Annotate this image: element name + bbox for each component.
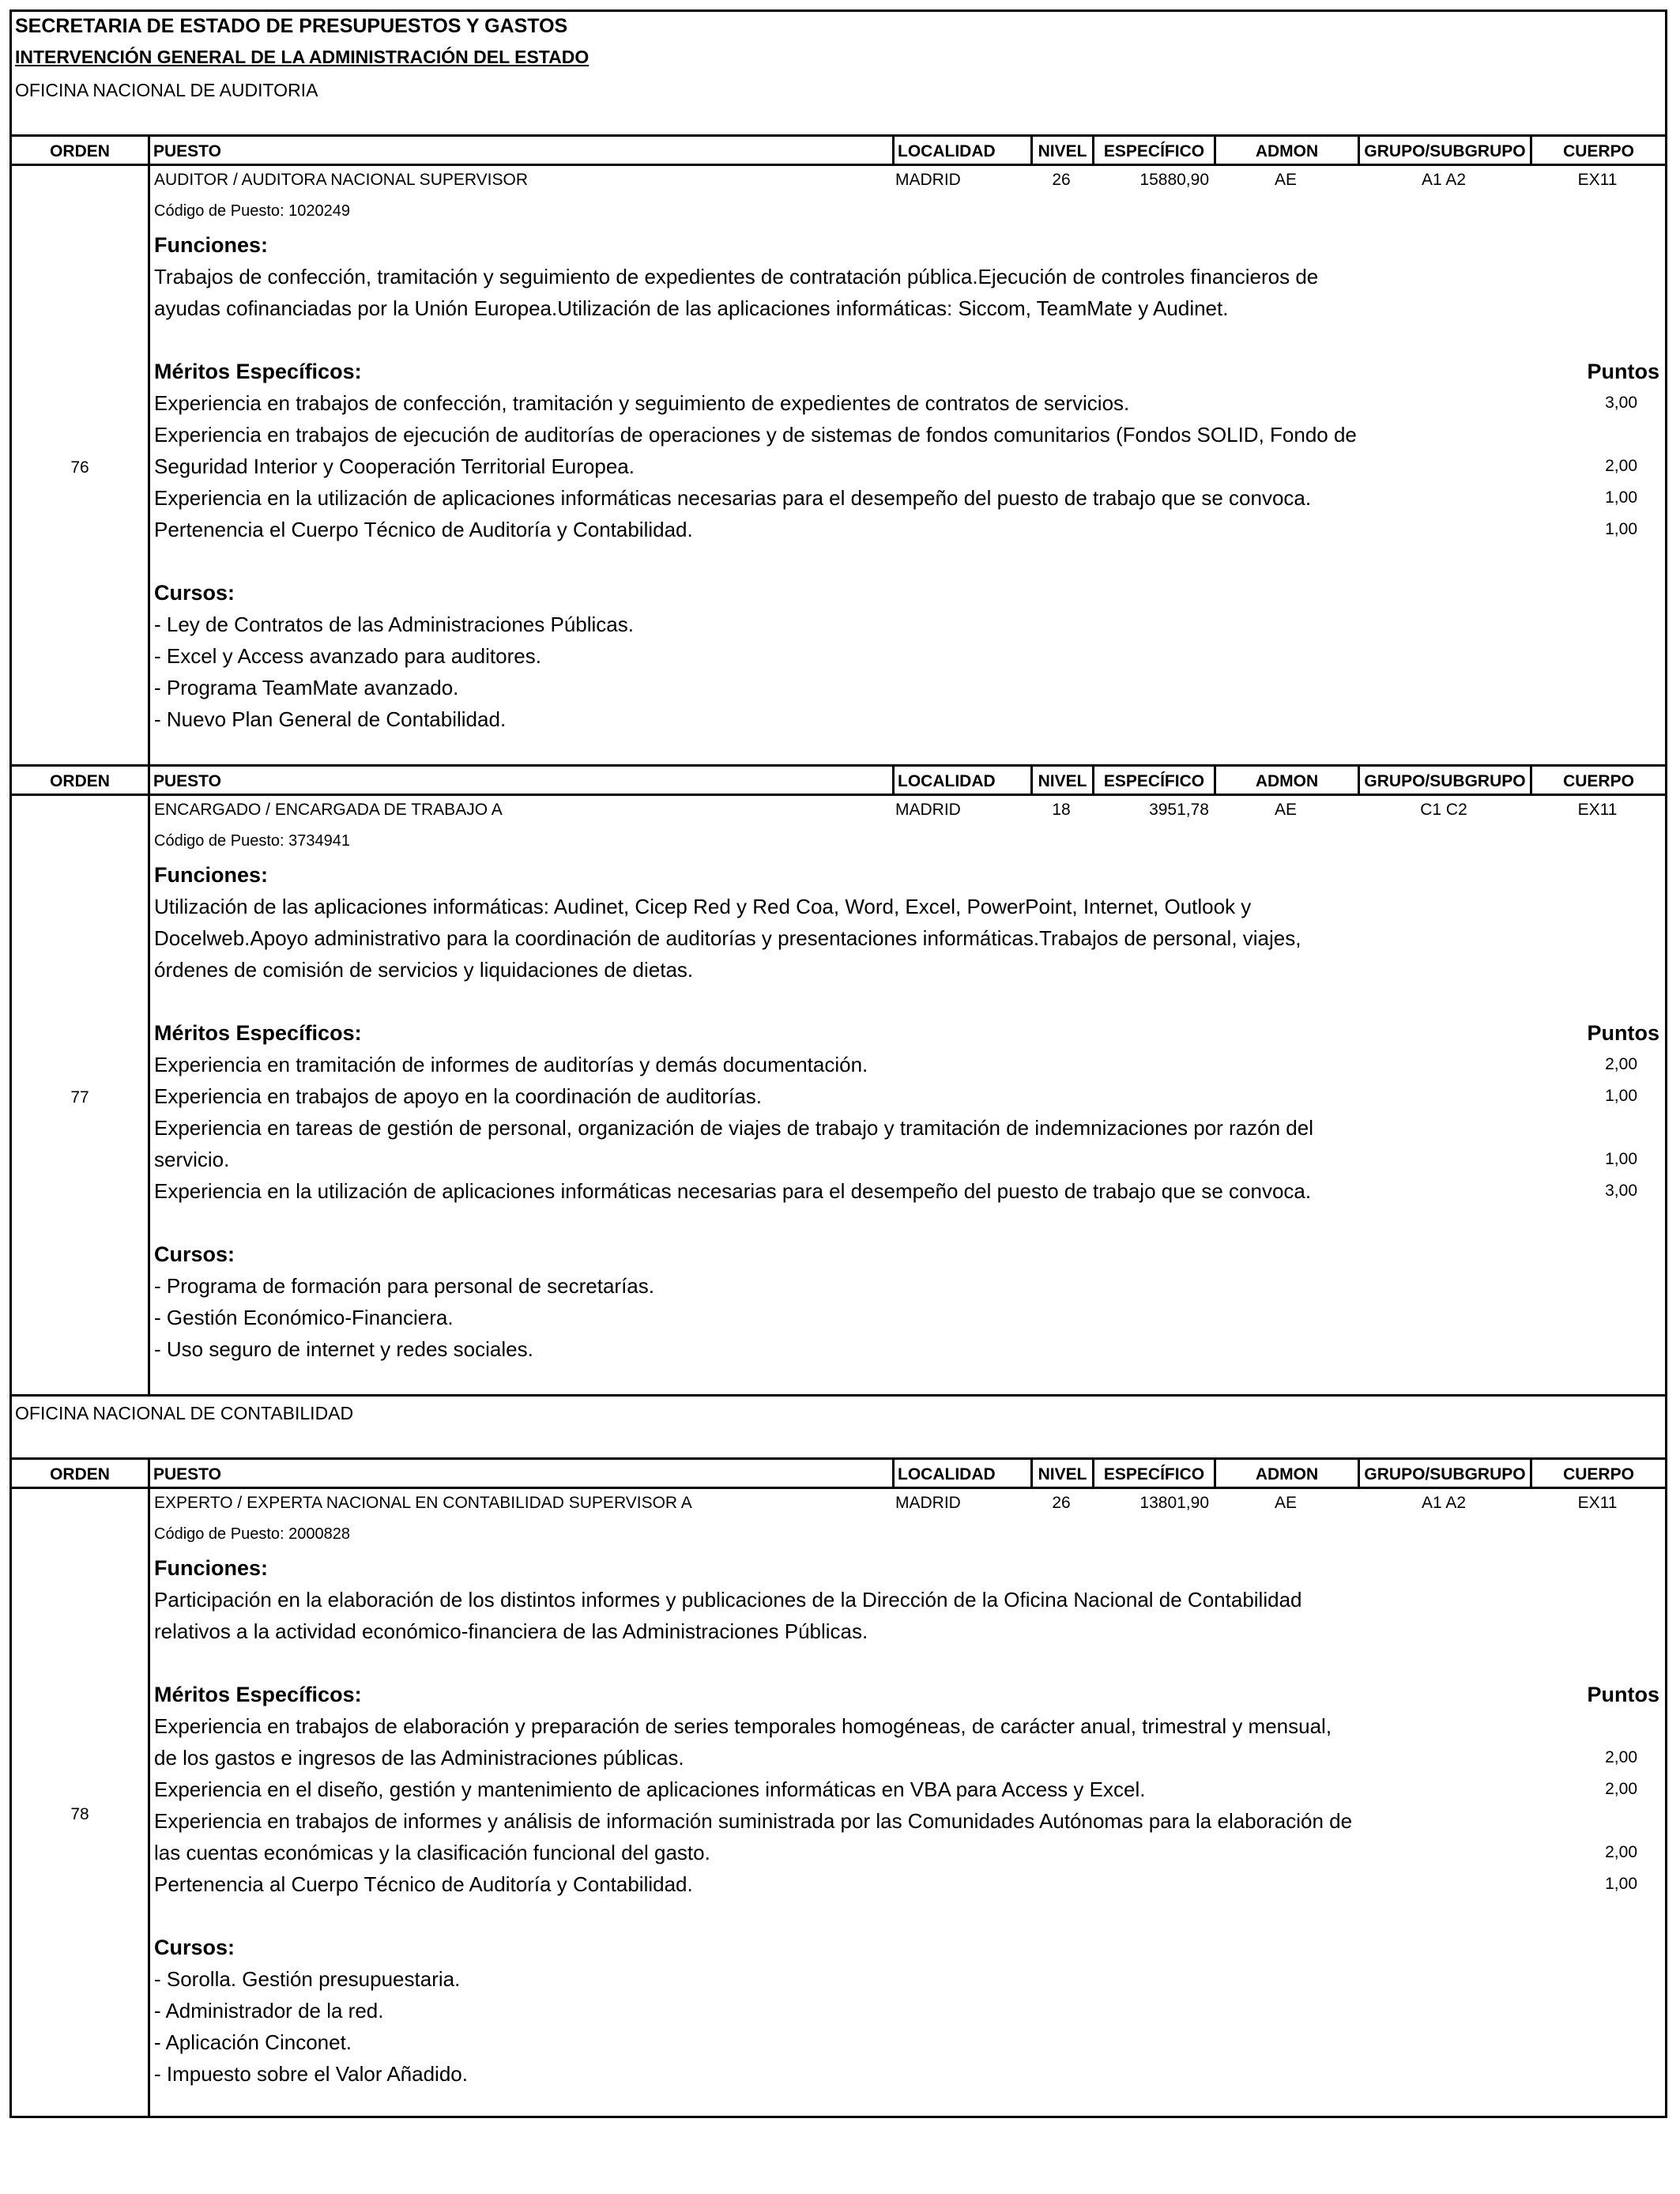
column-header-admon: ADMON [1214, 1460, 1358, 1489]
funciones-line: Trabajos de confección, tramitación y seguimiento de expedientes de contratación pública.Ejecución de controles financieros de [154, 265, 1319, 288]
merito-text [154, 1774, 1529, 1805]
merito-line: Pertenencia el Cuerpo Técnico de Auditoría y Contabilidad. [154, 518, 693, 541]
funciones-line: Utilización de las aplicaciones informáticas: Audinet, Cicep Red y Red Coa, Word, Excel, PowerPoint, Internet, Outlook y [154, 895, 1252, 918]
merito-puntos: 2,00 [1605, 457, 1637, 475]
merito-item [154, 514, 1659, 545]
post-especifico: 13801,90 [1139, 1494, 1209, 1512]
puntos-heading: Puntos [1587, 360, 1659, 383]
cursos-heading: Cursos: [154, 1936, 235, 1959]
spacer [154, 1900, 1659, 1932]
merito-item [154, 1710, 1659, 1774]
merito-item [154, 1868, 1659, 1900]
orden-divider [148, 1489, 150, 2118]
merito-text [154, 514, 1529, 545]
spacer [154, 324, 1659, 356]
merito-item [154, 1805, 1659, 1868]
curso-line: - Sorolla. Gestión presupuestaria. [154, 1967, 461, 1991]
funciones-heading: Funciones: [154, 1556, 269, 1580]
column-header-localidad: LOCALIDAD [892, 1460, 1030, 1489]
meritos-heading: Méritos Específicos: [154, 360, 362, 383]
funciones-heading: Funciones: [154, 233, 269, 257]
merito-line: Experiencia en trabajos de apoyo en la coordinación de auditorías. [154, 1084, 762, 1108]
merito-line: Experiencia en la utilización de aplicaciones informáticas necesarias para el desempeño del puesto de trabajo que se convoca. [154, 1179, 1312, 1203]
merito-text [154, 1805, 1529, 1868]
post-grupo: A1 A2 [1421, 171, 1467, 189]
curso-line: - Nuevo Plan General de Contabilidad. [154, 707, 507, 731]
column-header-especifico: ESPECÍFICO [1092, 137, 1214, 166]
post-nivel: 26 [1052, 171, 1071, 189]
merito-item [154, 1080, 1659, 1112]
orden-divider [148, 166, 150, 764]
merito-puntos: 2,00 [1605, 1780, 1637, 1798]
column-header-grupo: GRUPO/SUBGRUPO [1358, 767, 1530, 796]
post-puesto: AUDITOR / AUDITORA NACIONAL SUPERVISOR [154, 171, 529, 189]
post-grupo: C1 C2 [1420, 801, 1467, 819]
header-secretaria: SECRETARIA DE ESTADO DE PRESUPUESTOS Y GASTOS [15, 15, 568, 37]
column-header-localidad: LOCALIDAD [892, 767, 1030, 796]
office-row-contabilidad [12, 1394, 1665, 1423]
spacer [154, 1647, 1659, 1679]
column-header-cuerpo: CUERPO [1530, 1460, 1665, 1489]
post-localidad: MADRID [895, 171, 961, 189]
header-intervencion: INTERVENCIÓN GENERAL DE LA ADMINISTRACIÓN DEL ESTADO [15, 47, 590, 67]
merito-text [154, 1112, 1529, 1175]
merito-puntos: 3,00 [1605, 1182, 1637, 1200]
post-cuerpo: EX11 [1577, 1494, 1618, 1512]
curso-line: - Ley de Contratos de las Administraciones Públicas. [154, 613, 634, 636]
curso-line: - Uso seguro de internet y redes sociales. [154, 1337, 533, 1361]
post-details [154, 1552, 1659, 2090]
column-header [12, 1457, 1665, 1489]
merito-puntos: 1,00 [1605, 520, 1637, 538]
funciones-heading: Funciones: [154, 863, 269, 887]
merito-item [154, 1774, 1659, 1805]
merito-item [154, 419, 1659, 482]
merito-line: Experiencia en trabajos de confección, tramitación y seguimiento de expedientes de contratos de servicios. [154, 391, 1130, 415]
funciones-line: órdenes de comisión de servicios y liquidaciones de dietas. [154, 958, 694, 982]
column-header-cuerpo: CUERPO [1530, 767, 1665, 796]
merito-puntos: 2,00 [1605, 1748, 1637, 1766]
post-admon: AE [1274, 801, 1297, 819]
merito-line: Experiencia en tareas de gestión de personal, organización de viajes de trabajo y tramitación de indemnizaciones por razón del [154, 1116, 1313, 1140]
column-header-nivel: NIVEL [1030, 1460, 1092, 1489]
merito-line: Experiencia en el diseño, gestión y mantenimiento de aplicaciones informáticas en VBA para Access y Excel. [154, 1777, 1146, 1801]
column-header-nivel: NIVEL [1030, 767, 1092, 796]
meritos-heading: Méritos Específicos: [154, 1021, 362, 1045]
merito-text [154, 1080, 1529, 1112]
post-grupo: A1 A2 [1421, 1494, 1467, 1512]
curso-line: - Gestión Económico-Financiera. [154, 1306, 454, 1329]
curso-line: - Programa de formación para personal de secretarías. [154, 1274, 654, 1298]
orden-divider [148, 796, 150, 1394]
merito-text [154, 387, 1529, 419]
merito-puntos: 1,00 [1605, 488, 1637, 507]
codigo-de-puesto: Código de Puesto: 1020249 [154, 202, 350, 220]
curso-line: - Aplicación Cinconet. [154, 2030, 352, 2054]
merito-text [154, 1175, 1529, 1207]
spacer [154, 545, 1659, 577]
merito-line: de los gastos e ingresos de las Administraciones públicas. [154, 1746, 684, 1770]
post-summary-row [12, 1494, 1665, 1516]
column-header-especifico: ESPECÍFICO [1092, 1460, 1214, 1489]
curso-line: - Programa TeamMate avanzado. [154, 676, 459, 699]
merito-puntos: 1,00 [1605, 1087, 1637, 1105]
merito-puntos: 3,00 [1605, 394, 1637, 412]
merito-line: servicio. [154, 1148, 230, 1171]
post-block [12, 166, 1665, 764]
column-header-localidad: LOCALIDAD [892, 137, 1030, 166]
document-page [9, 9, 1667, 2118]
column-header-orden: ORDEN [50, 142, 110, 160]
merito-line: Pertenencia al Cuerpo Técnico de Auditoría y Contabilidad. [154, 1872, 693, 1896]
codigo-de-puesto: Código de Puesto: 2000828 [154, 1525, 350, 1543]
merito-item [154, 1049, 1659, 1080]
merito-text [154, 1049, 1529, 1080]
curso-line: - Administrador de la red. [154, 1999, 384, 2022]
column-header-grupo: GRUPO/SUBGRUPO [1358, 1460, 1530, 1489]
meritos-header [154, 1679, 1659, 1710]
curso-line: - Impuesto sobre el Valor Añadido. [154, 2062, 468, 2086]
merito-text [154, 1710, 1529, 1774]
column-header-puesto: PUESTO [148, 1460, 892, 1489]
merito-puntos: 2,00 [1605, 1843, 1637, 1861]
meritos-header [154, 1017, 1659, 1049]
post-block [12, 796, 1665, 1394]
merito-line: Seguridad Interior y Cooperación Territorial Europea. [154, 454, 635, 478]
column-header [12, 764, 1665, 796]
column-header [12, 134, 1665, 166]
header-oficina-auditoria: OFICINA NACIONAL DE AUDITORIA [15, 80, 318, 100]
merito-line: las cuentas económicas y la clasificación funcional del gasto. [154, 1841, 710, 1864]
spacer [154, 986, 1659, 1017]
column-header-cuerpo: CUERPO [1530, 137, 1665, 166]
orden-number: 77 [70, 1088, 89, 1106]
merito-line: Experiencia en trabajos de informes y análisis de información suministrada por las Comunidades Autónomas para la elaboración de [154, 1809, 1353, 1833]
funciones-line: ayudas cofinanciadas por la Unión Europea.Utilización de las aplicaciones informáticas: Siccom, TeamMate y Audinet. [154, 296, 1229, 320]
meritos-heading: Méritos Específicos: [154, 1683, 362, 1706]
column-header-grupo: GRUPO/SUBGRUPO [1358, 137, 1530, 166]
puntos-heading: Puntos [1587, 1021, 1659, 1045]
column-header-admon: ADMON [1214, 767, 1358, 796]
merito-item [154, 1175, 1659, 1207]
post-especifico: 3951,78 [1149, 801, 1209, 819]
meritos-header [154, 356, 1659, 387]
post-details [154, 229, 1659, 735]
column-header-admon: ADMON [1214, 137, 1358, 166]
cursos-heading: Cursos: [154, 581, 235, 605]
column-header-puesto: PUESTO [148, 767, 892, 796]
post-cuerpo: EX11 [1577, 171, 1618, 189]
post-details [154, 859, 1659, 1365]
column-header-nivel: NIVEL [1030, 137, 1092, 166]
office-title: OFICINA NACIONAL DE CONTABILIDAD [15, 1403, 354, 1423]
column-header-orden: ORDEN [50, 772, 110, 790]
column-header-puesto: PUESTO [148, 137, 892, 166]
merito-item [154, 387, 1659, 419]
merito-puntos: 2,00 [1605, 1055, 1637, 1073]
merito-text [154, 1868, 1529, 1900]
post-summary-row [12, 171, 1665, 193]
post-cuerpo: EX11 [1577, 801, 1618, 819]
orden-number: 78 [70, 1805, 89, 1823]
merito-line: Experiencia en trabajos de ejecución de auditorías de operaciones y de sistemas de fondos comunitarios (Fondos SOLID, Fondo de [154, 423, 1357, 447]
curso-line: - Excel y Access avanzado para auditores. [154, 644, 541, 668]
post-localidad: MADRID [895, 1494, 961, 1512]
merito-line: Experiencia en la utilización de aplicaciones informáticas necesarias para el desempeño del puesto de trabajo que se convoca. [154, 486, 1312, 510]
merito-item [154, 482, 1659, 514]
post-puesto: EXPERTO / EXPERTA NACIONAL EN CONTABILIDAD SUPERVISOR A [154, 1494, 692, 1512]
funciones-line: Docelweb.Apoyo administrativo para la coordinación de auditorías y presentaciones informáticas.Trabajos de personal, viajes, [154, 926, 1301, 950]
merito-text [154, 482, 1529, 514]
post-puesto: ENCARGADO / ENCARGADA DE TRABAJO A [154, 801, 503, 819]
post-nivel: 18 [1052, 801, 1071, 819]
post-nivel: 26 [1052, 1494, 1071, 1512]
column-header-especifico: ESPECÍFICO [1092, 767, 1214, 796]
puntos-heading: Puntos [1587, 1683, 1659, 1706]
post-summary-row [12, 801, 1665, 823]
merito-item [154, 1112, 1659, 1175]
orden-number: 76 [70, 458, 89, 477]
post-admon: AE [1274, 171, 1297, 189]
merito-puntos: 1,00 [1605, 1875, 1637, 1893]
post-especifico: 15880,90 [1139, 171, 1209, 189]
post-admon: AE [1274, 1494, 1297, 1512]
merito-line: Experiencia en tramitación de informes de auditorías y demás documentación. [154, 1053, 868, 1076]
spacer [154, 1207, 1659, 1238]
column-header-orden: ORDEN [50, 1465, 110, 1483]
codigo-de-puesto: Código de Puesto: 3734941 [154, 832, 350, 850]
post-localidad: MADRID [895, 801, 961, 819]
funciones-line: Participación en la elaboración de los distintos informes y publicaciones de la Dirección de la Oficina Nacional de Contabilidad [154, 1588, 1302, 1612]
merito-line: Experiencia en trabajos de elaboración y preparación de series temporales homogéneas, de carácter anual, trimestral y mensual, [154, 1714, 1332, 1738]
merito-text [154, 419, 1529, 482]
post-block [12, 1489, 1665, 2118]
merito-puntos: 1,00 [1605, 1150, 1637, 1168]
cursos-heading: Cursos: [154, 1242, 235, 1266]
funciones-line: relativos a la actividad económico-financiera de las Administraciones Públicas. [154, 1619, 868, 1643]
